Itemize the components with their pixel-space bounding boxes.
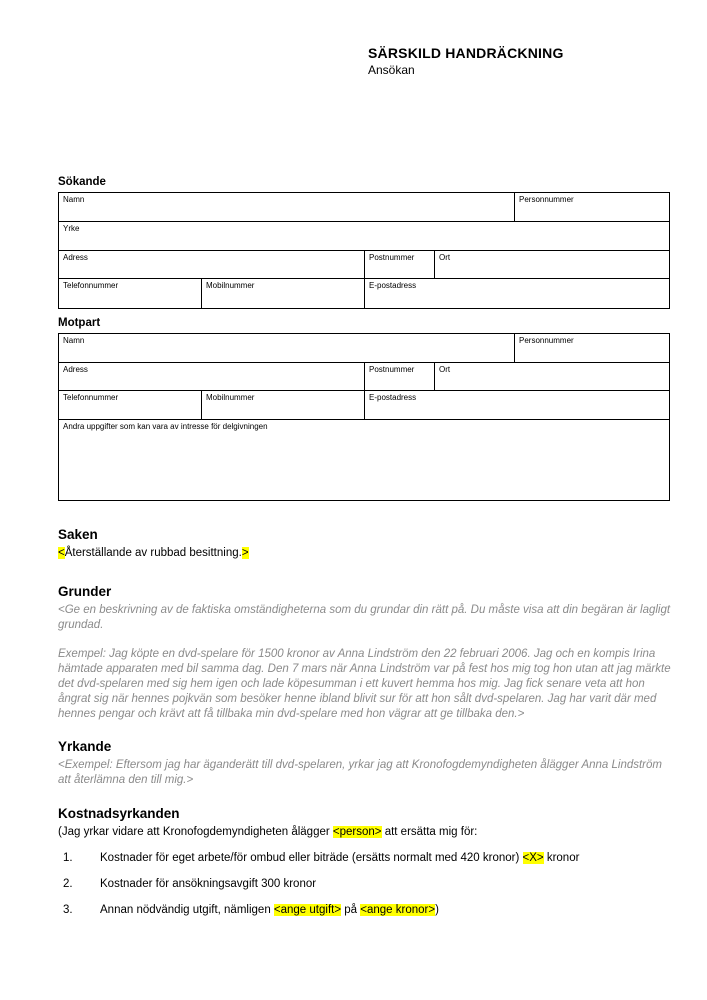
document-title: SÄRSKILD HANDRÄCKNING [368,45,564,61]
highlighted-placeholder[interactable]: > [241,547,249,559]
motpart-epostadress-cell[interactable] [365,391,669,419]
sokande-namn-label: Namn [63,195,85,204]
table-row [59,334,669,363]
motpart-ort-cell[interactable] [435,363,669,390]
table-row [59,420,669,500]
highlighted-placeholder[interactable]: <ange utgift> [273,904,342,916]
text-segment: att ersätta mig för: [381,826,478,838]
yrkande-section [58,739,674,788]
text-segment: Annan nödvändig utgift, nämligen [100,904,274,916]
grunder-instruction: <Ge en beskrivning av de faktiska omständigheterna som du grundar din rätt på. Du måste visa att din begäran är lagligt grundad. [58,604,671,631]
table-row [59,363,669,391]
sokande-adress-cell[interactable] [59,251,365,278]
cost-item-text [100,851,674,866]
motpart-adress-label: Adress [63,365,88,374]
text-segment: Kostnader för eget arbete/för ombud eller biträde (ersätts normalt med 420 kronor) [100,852,523,864]
table-row [59,279,669,308]
text-segment: Återställande av rubbad besittning. [64,547,242,559]
motpart-andra-uppgifter-cell[interactable] [59,420,669,500]
sokande-mobilnummer-label: Mobilnummer [206,281,255,290]
highlighted-placeholder[interactable]: <X> [522,852,544,864]
sokande-heading: Sökande [58,176,106,188]
sokande-postnummer-label: Postnummer [369,253,415,262]
motpart-ort-label: Ort [439,365,451,374]
cost-item-number: 3. [63,904,73,916]
document-header [368,45,564,77]
motpart-heading: Motpart [58,317,101,329]
motpart-adress-cell[interactable] [59,363,365,390]
saken-section [58,527,674,561]
text-segment: Kostnader för ansökningsavgift 300 kronor [100,878,317,890]
motpart-postnummer-cell[interactable] [365,363,435,390]
text-segment: (Jag yrkar vidare att Kronofogdemyndigheten ålägger [58,826,333,838]
motpart-mobilnummer-label: Mobilnummer [206,393,255,402]
grunder-example: Exempel: Jag köpte en dvd-spelare för 1500 kronor av Anna Lindström den 22 februari 2006. Jag och en kompis Irina hämtade apparaten med bil samma dag. Den 7 mars när Anna Lindström var på fest hos mig tog hon utan att jag märkte det dvd-spelaren med sig hem igen och lade köpesumman i ett kuvert hemma hos mig. Jag fick senare veta att hon ångrat sig när hennes pojkvän som besöker henne ibland blivit sur för att hon sålt dvd-spelaren. Jag har varit där med hennes pengar och krävt att få tillbaka min dvd-spelare med hon vägrar att ge tillbaka den.> [58,648,671,720]
grunder-heading: Grunder [58,584,112,599]
kostnadsyrkanden-intro [58,825,674,840]
cost-item-text [100,903,674,918]
sokande-telefonnummer-cell[interactable] [59,279,202,308]
sokande-telefonnummer-label: Telefonnummer [63,281,119,290]
highlighted-placeholder[interactable]: <person> [332,826,382,838]
sokande-table [58,192,670,309]
sokande-postnummer-cell[interactable] [365,251,435,278]
motpart-telefonnummer-label: Telefonnummer [63,393,119,402]
motpart-epostadress-label: E-postadress [369,393,417,402]
cost-item-number: 1. [63,852,73,864]
motpart-namn-cell[interactable] [59,334,515,362]
cost-item [58,903,674,918]
motpart-table [58,333,670,501]
text-segment: ) [435,904,439,916]
sokande-adress-label: Adress [63,253,88,262]
motpart-postnummer-label: Postnummer [369,365,415,374]
sokande-yrke-label: Yrke [63,224,80,233]
kostnadsyrkanden-section [58,806,674,918]
sokande-personnummer-cell[interactable] [515,193,669,221]
kostnadsyrkanden-heading: Kostnadsyrkanden [58,806,180,821]
motpart-andra-uppgifter-label: Andra uppgifter som kan vara av intresse för delgivningen [63,422,268,431]
saken-value-line [58,546,674,561]
motpart-section [58,317,670,501]
sokande-yrke-cell[interactable] [59,222,669,250]
motpart-personnummer-cell[interactable] [515,334,669,362]
sokande-namn-cell[interactable] [59,193,515,221]
table-row [59,251,669,279]
sokande-ort-cell[interactable] [435,251,669,278]
table-row [59,193,669,222]
cost-item [58,877,674,892]
table-row [59,222,669,251]
yrkande-heading: Yrkande [58,739,112,754]
sokande-epostadress-label: E-postadress [369,281,417,290]
cost-item [58,851,674,866]
sokande-section [58,176,670,309]
table-row [59,391,669,420]
highlighted-placeholder[interactable]: < [58,547,65,559]
cost-item-text [100,877,674,892]
text-segment: kronor [543,852,580,864]
document-subtitle: Ansökan [368,63,415,77]
sokande-mobilnummer-cell[interactable] [202,279,365,308]
highlighted-placeholder[interactable]: <ange kronor> [360,904,436,916]
motpart-namn-label: Namn [63,336,85,345]
cost-item-number: 2. [63,878,73,890]
sokande-epostadress-cell[interactable] [365,279,669,308]
saken-heading: Saken [58,527,98,542]
motpart-personnummer-label: Personnummer [519,336,574,345]
grunder-section [58,584,674,722]
motpart-mobilnummer-cell[interactable] [202,391,365,419]
sokande-ort-label: Ort [439,253,451,262]
sokande-personnummer-label: Personnummer [519,195,574,204]
yrkande-example: <Exempel: Eftersom jag har äganderätt till dvd-spelaren, yrkar jag att Kronofogdemyndigheten ålägger Anna Lindström att återlämna den till mig.> [58,759,662,786]
text-segment: på [341,904,361,916]
motpart-telefonnummer-cell[interactable] [59,391,202,419]
